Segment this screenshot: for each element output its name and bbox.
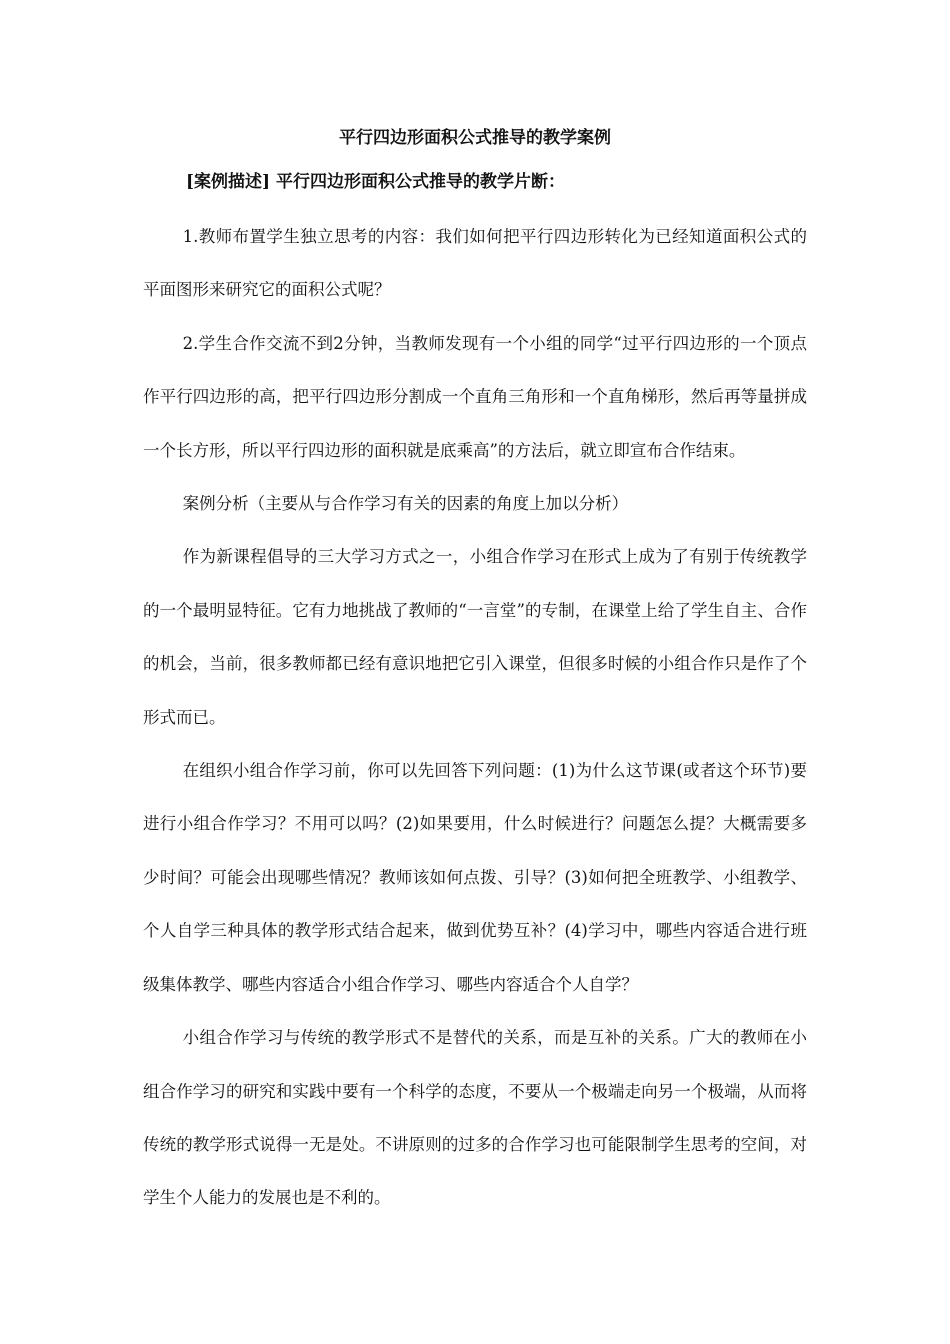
paragraph-analysis-2: 在组织小组合作学习前，你可以先回答下列问题：(1)为什么这节课(或者这个环节)要进行小组合作学习？不用可以吗？(2)如果要用，什么时候进行？问题怎么提？大概需要多少时间？可能会出现哪些情况？教师该如何点拨、引导？(3)如何把全班教学、小组教学、个人自学三种具体的教学形式结合起来，做到优势互补？(4)学习中，哪些内容适合进行班级集体教学、哪些内容适合小组合作学习、哪些内容适合个人自学？: [143, 761, 807, 994]
case-description-heading: [案例描述] 平行四边形面积公式推导的教学片断：: [186, 172, 566, 192]
paragraph-step-2: 2.学生合作交流不到2分钟，当教师发现有一个小组的同学“过平行四边形的一个顶点作平行四边形的高，把平行四边形分割成一个直角三角形和一个直角梯形，然后再等量拼成一个长方形，所以平行四边形的面积就是底乘高”的方法后，就立即宣布合作结束。: [143, 333, 807, 460]
document-title: 平行四边形面积公式推导的教学案例: [339, 128, 611, 148]
paragraph-analysis-heading: 案例分析（主要从与合作学习有关的因素的角度上加以分析）: [182, 494, 629, 514]
paragraph-analysis-1: 作为新课程倡导的三大学习方式之一，小组合作学习在形式上成为了有别于传统教学的一个最明显特征。它有力地挑战了教师的“一言堂”的专制，在课堂上给了学生自主、合作的机会，当前，很多教师都已经有意识地把它引入课堂，但很多时候的小组合作只是作了个形式而已。: [143, 547, 807, 727]
paragraph-step-1: 1.教师布置学生独立思考的内容：我们如何把平行四边形转化为已经知道面积公式的平面图形来研究它的面积公式呢？: [143, 227, 807, 300]
paragraph-analysis-3: 小组合作学习与传统的教学形式不是替代的关系，而是互补的关系。广大的教师在小组合作学习的研究和实践中要有一个科学的态度，不要从一个极端走向另一个极端，从而将传统的教学形式说得一无是处。不讲原则的过多的合作学习也可能限制学生思考的空间，对学生个人能力的发展也是不利的。: [143, 1028, 807, 1208]
document-body: [143, 210, 807, 1225]
